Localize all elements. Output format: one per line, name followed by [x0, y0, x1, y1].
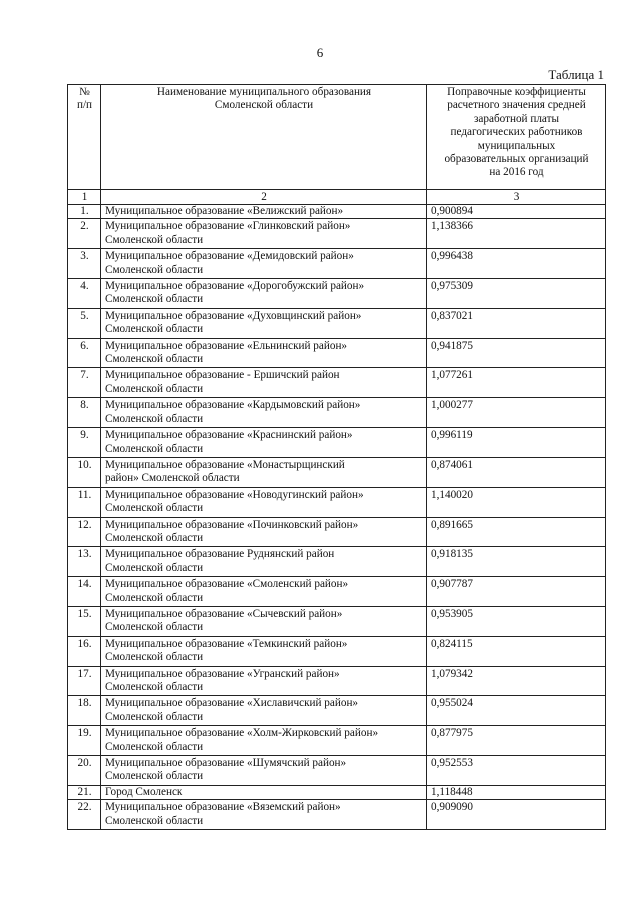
table-row: [68, 800, 606, 830]
row-number: 12.: [68, 517, 101, 547]
row-number: 5.: [68, 308, 101, 338]
municipality-name: Муниципальное образование «Холм-Жирковский район» Смоленской области: [101, 726, 427, 756]
row-number: 20.: [68, 756, 101, 786]
table-header-row: [68, 85, 606, 190]
row-number: 14.: [68, 577, 101, 607]
row-number: 21.: [68, 785, 101, 799]
table-row: [68, 666, 606, 696]
table-row: [68, 205, 606, 219]
coefficient-value: 0,909090: [427, 800, 606, 830]
page-number: 6: [316, 45, 324, 60]
row-number: 6.: [68, 338, 101, 368]
municipality-name: Муниципальное образование «Вяземский район» Смоленской области: [101, 800, 427, 830]
municipality-name: Город Смоленск: [101, 785, 427, 799]
table-row: [68, 249, 606, 279]
coefficient-value: 0,824115: [427, 636, 606, 666]
row-number: 11.: [68, 487, 101, 517]
row-number: 22.: [68, 800, 101, 830]
table-row: [68, 368, 606, 398]
coefficient-value: 1,000277: [427, 398, 606, 428]
row-number: 10.: [68, 457, 101, 487]
coefficient-value: 1,077261: [427, 368, 606, 398]
table-body: [68, 205, 606, 830]
table-row: [68, 726, 606, 756]
column-number-row: [68, 190, 606, 205]
municipality-name: Муниципальное образование «Кардымовский район» Смоленской области: [101, 398, 427, 428]
coefficient-value: 1,079342: [427, 666, 606, 696]
row-number: 7.: [68, 368, 101, 398]
coefficient-value: 1,138366: [427, 219, 606, 249]
row-number: 9.: [68, 428, 101, 458]
municipality-name: Муниципальное образование «Краснинский район» Смоленской области: [101, 428, 427, 458]
table-row: [68, 756, 606, 786]
table-caption: Таблица 1: [548, 67, 604, 82]
table-row: [68, 636, 606, 666]
coefficient-value: 0,874061: [427, 457, 606, 487]
table-row: [68, 696, 606, 726]
table-row: [68, 457, 606, 487]
table-row: [68, 487, 606, 517]
coefficient-value: 1,140020: [427, 487, 606, 517]
row-number: 2.: [68, 219, 101, 249]
municipality-name: Муниципальное образование «Сычевский район» Смоленской области: [101, 606, 427, 636]
coefficient-value: 0,953905: [427, 606, 606, 636]
municipality-name: Муниципальное образование «Дорогобужский район» Смоленской области: [101, 279, 427, 309]
coefficient-value: 0,941875: [427, 338, 606, 368]
table-row: [68, 338, 606, 368]
row-number: 17.: [68, 666, 101, 696]
coefficient-value: 0,907787: [427, 577, 606, 607]
column-number: 2: [101, 190, 427, 205]
municipality-name: Муниципальное образование «Темкинский район» Смоленской области: [101, 636, 427, 666]
municipality-name: Муниципальное образование - Ершичский район Смоленской области: [101, 368, 427, 398]
municipality-name: Муниципальное образование «Починковский район» Смоленской области: [101, 517, 427, 547]
header-number: № п/п: [68, 85, 101, 190]
coefficient-value: 0,891665: [427, 517, 606, 547]
row-number: 19.: [68, 726, 101, 756]
municipality-name: Муниципальное образование «Духовщинский район» Смоленской области: [101, 308, 427, 338]
coefficient-value: 0,955024: [427, 696, 606, 726]
row-number: 13.: [68, 547, 101, 577]
municipality-name: Муниципальное образование Руднянский район Смоленской области: [101, 547, 427, 577]
coefficient-value: 0,837021: [427, 308, 606, 338]
coefficient-value: 0,975309: [427, 279, 606, 309]
municipality-name: Муниципальное образование «Велижский район»: [101, 205, 427, 219]
row-number: 16.: [68, 636, 101, 666]
table-row: [68, 517, 606, 547]
municipality-name: Муниципальное образование «Шумячский район» Смоленской области: [101, 756, 427, 786]
coefficient-value: 0,996438: [427, 249, 606, 279]
coefficient-value: 0,877975: [427, 726, 606, 756]
coefficient-value: 1,118448: [427, 785, 606, 799]
row-number: 4.: [68, 279, 101, 309]
coefficient-value: 0,900894: [427, 205, 606, 219]
table-row: [68, 606, 606, 636]
row-number: 8.: [68, 398, 101, 428]
table-row: [68, 785, 606, 799]
table-row: [68, 428, 606, 458]
coefficient-value: 0,918135: [427, 547, 606, 577]
table-row: [68, 398, 606, 428]
table-row: [68, 219, 606, 249]
row-number: 18.: [68, 696, 101, 726]
coefficients-table: [67, 84, 606, 830]
municipality-name: Муниципальное образование «Глинковский район» Смоленской области: [101, 219, 427, 249]
row-number: 1.: [68, 205, 101, 219]
row-number: 15.: [68, 606, 101, 636]
coefficient-value: 0,996119: [427, 428, 606, 458]
column-number: 3: [427, 190, 606, 205]
table-row: [68, 547, 606, 577]
header-municipality-name: Наименование муниципального образования Смоленской области: [101, 85, 427, 190]
column-number: 1: [68, 190, 101, 205]
municipality-name: Муниципальное образование «Ельнинский район» Смоленской области: [101, 338, 427, 368]
table-row: [68, 279, 606, 309]
header-coefficient: Поправочные коэффициенты расчетного значения средней заработной платы педагогических работников муниципальных образовательных организаций на 2016 год: [427, 85, 606, 190]
municipality-name: Муниципальное образование «Демидовский район» Смоленской области: [101, 249, 427, 279]
municipality-name: Муниципальное образование «Монастырщинский район» Смоленской области: [101, 457, 427, 487]
table-row: [68, 308, 606, 338]
municipality-name: Муниципальное образование «Смоленский район» Смоленской области: [101, 577, 427, 607]
municipality-name: Муниципальное образование «Хиславичский район» Смоленской области: [101, 696, 427, 726]
table-row: [68, 577, 606, 607]
row-number: 3.: [68, 249, 101, 279]
municipality-name: Муниципальное образование «Новодугинский район» Смоленской области: [101, 487, 427, 517]
municipality-name: Муниципальное образование «Угранский район» Смоленской области: [101, 666, 427, 696]
coefficient-value: 0,952553: [427, 756, 606, 786]
